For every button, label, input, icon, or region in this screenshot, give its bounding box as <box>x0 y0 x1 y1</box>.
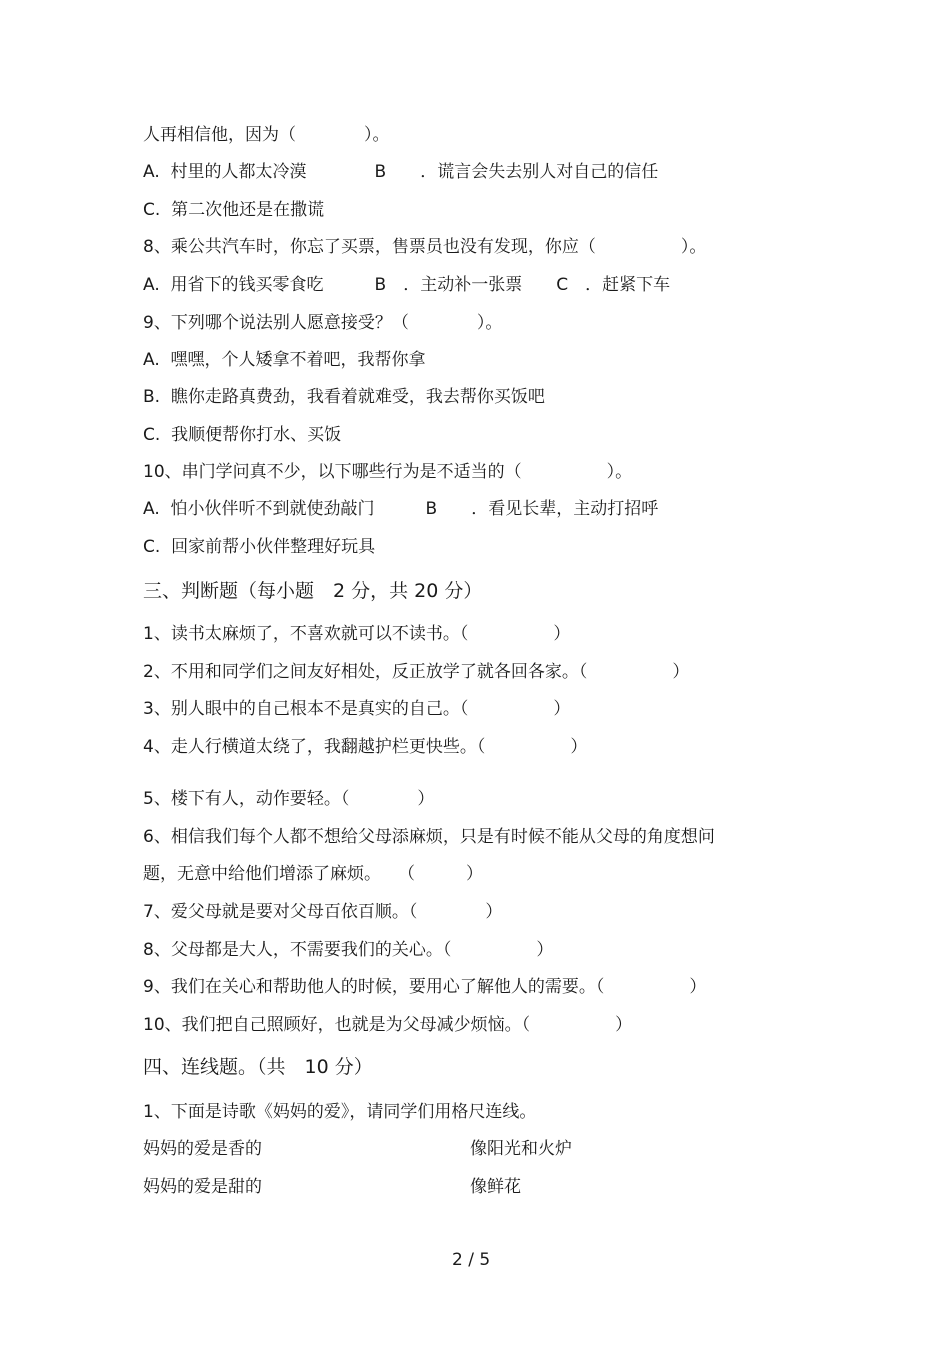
match-right-1: 像阳光和火炉 <box>470 1139 572 1159</box>
page-number: 2 / 5 <box>452 1250 491 1270</box>
q10-option-c: C. 回家前帮小伙伴整理好玩具 <box>143 537 376 557</box>
q9-option-b: B. 瞧你走路真费劲，我看着就难受，我去帮你买饭吧 <box>143 387 545 407</box>
match-instruction: 1、下面是诗歌《妈妈的爱》，请同学们用格尺连线。 <box>143 1102 537 1122</box>
section-3-heading: 三、判断题（每小题 2 分，共 20 分） <box>143 580 483 602</box>
q7-stem-continued: 人再相信他，因为（ ）。 <box>143 125 390 145</box>
q9-option-a: A. 嘿嘿，个人矮拿不着吧，我帮你拿 <box>143 350 426 370</box>
judge-item-1: 1、读书太麻烦了，不喜欢就可以不读书。（ ） <box>143 624 571 644</box>
judge-item-6-line-1: 6、相信我们每个人都不想给父母添麻烦，只是有时候不能从父母的角度想问 <box>143 827 715 847</box>
q7-options-ab: A. 村里的人都太冷漠 B ．谎言会失去别人对自己的信任 <box>143 162 659 182</box>
q10-options-ab: A. 怕小伙伴听不到就使劲敲门 B ．看见长辈，主动打招呼 <box>143 499 659 519</box>
match-left-2: 妈妈的爱是甜的 <box>143 1177 262 1197</box>
section-4-heading: 四、连线题。（共 10 分） <box>143 1056 373 1078</box>
judge-item-10: 10、我们把自己照顾好，也就是为父母减少烦恼。（ ） <box>143 1015 633 1035</box>
judge-item-7: 7、爱父母就是要对父母百依百顺。（ ） <box>143 902 503 922</box>
judge-item-6-line-2: 题，无意中给他们增添了麻烦。 （ ） <box>143 864 483 884</box>
q8-options: A. 用省下的钱买零食吃 B ．主动补一张票 C ．赶紧下车 <box>143 275 671 295</box>
q8-stem: 8、乘公共汽车时，你忘了买票，售票员也没有发现，你应（ ）。 <box>143 237 707 257</box>
match-right-2: 像鲜花 <box>470 1177 521 1197</box>
judge-item-4: 4、走人行横道太绕了，我翻越护栏更快些。（ ） <box>143 737 588 757</box>
judge-item-3: 3、别人眼中的自己根本不是真实的自己。（ ） <box>143 699 571 719</box>
judge-item-2: 2、不用和同学们之间友好相处，反正放学了就各回各家。（ ） <box>143 662 690 682</box>
q9-stem: 9、下列哪个说法别人愿意接受？（ ）。 <box>143 313 503 333</box>
match-left-1: 妈妈的爱是香的 <box>143 1139 262 1159</box>
q7-option-c: C. 第二次他还是在撒谎 <box>143 200 325 220</box>
judge-item-5: 5、楼下有人，动作要轻。（ ） <box>143 789 435 809</box>
judge-item-8: 8、父母都是大人，不需要我们的关心。（ ） <box>143 940 554 960</box>
q10-stem: 10、串门学问真不少，以下哪些行为是不适当的（ ）。 <box>143 462 633 482</box>
judge-item-9: 9、我们在关心和帮助他人的时候，要用心了解他人的需要。（ ） <box>143 977 707 997</box>
q9-option-c: C. 我顺便帮你打水、买饭 <box>143 425 342 445</box>
